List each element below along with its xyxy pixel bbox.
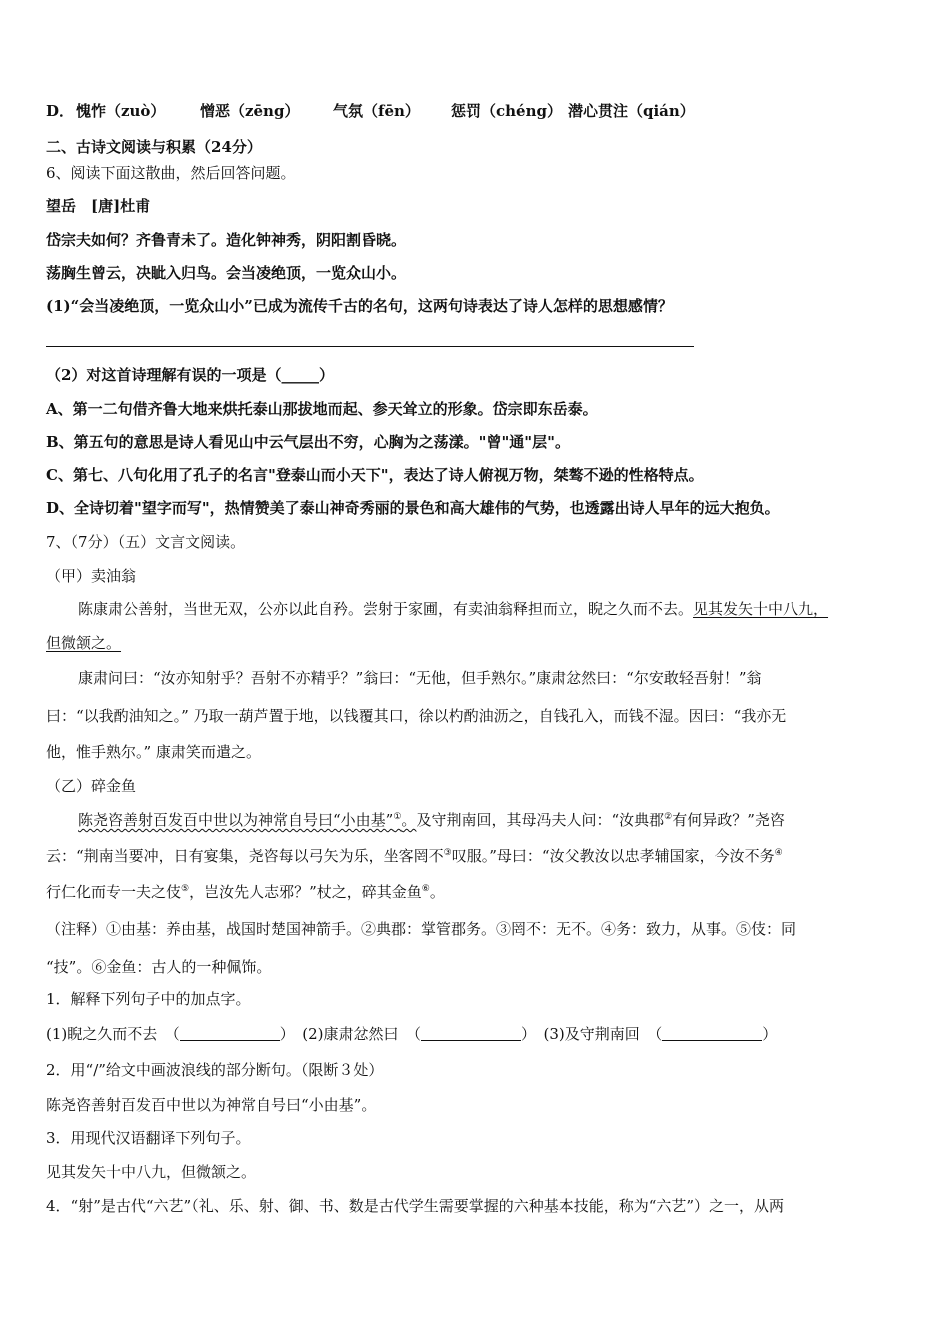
answer-line[interactable]: [46, 346, 694, 347]
passage-text: ，岂汝先人志邪？”杖之，碎其金鱼: [189, 883, 422, 901]
option-d-item-3: 气氛（fēn）: [333, 102, 420, 120]
passage-text: 及守荆南回，其母冯夫人问：“汝典郡: [416, 811, 665, 829]
note-ref-1: ①: [393, 812, 402, 822]
q6-sub2: （2）对这首诗理解有误的一项是（_____）: [46, 366, 334, 384]
passage-yi-title: （乙）碎金鱼: [46, 777, 137, 795]
note-ref-5: ⑤: [181, 884, 190, 894]
passage-text: 有何异政？”尧咨: [672, 811, 785, 829]
q7-sub3: 3．用现代汉语翻译下列句子。: [46, 1129, 251, 1147]
q7-intro: 7、（7分）（五）文言文阅读。: [46, 533, 246, 551]
q7-sub2-text: 陈尧咨善射百发百中世以为神常自号曰“小由基”。: [46, 1096, 377, 1114]
option-d-item-5: 潜心贯注（qián）: [568, 102, 695, 120]
answer-blank-1[interactable]: [180, 1026, 280, 1041]
q7-sub4: 4．“射”是古代“六艺”（礼、乐、射、御、书、数是古代学生需要掌握的六种基本技能，称为“六艺”）之一，从两: [46, 1197, 785, 1215]
passage-text: 。: [429, 883, 445, 901]
passage-text: 云：“荆南当要冲，日有宴集，尧咨每以弓矢为乐，坐客罔不: [46, 847, 444, 865]
option-d-item-1: 愧怍（zuò）: [76, 102, 166, 120]
passage-yi-p1-line3: [46, 882, 445, 902]
option-d-label: D．: [46, 102, 75, 120]
q6-sub1: (1)“会当凌绝顶，一览众山小”已成为流传千古的名句，这两句诗表达了诗人怎样的思想感情？: [46, 297, 673, 315]
q6-option-a: A、第一二句借齐鲁大地来烘托泰山那拔地而起、参天耸立的形象。岱宗即东岳泰。: [46, 400, 598, 418]
q6-option-d: D、全诗切着"望字而写"，热情赞美了泰山神奇秀丽的景色和高大雄伟的气势，也透露出诗人早年的远大抱负。: [46, 499, 780, 517]
note-ref-3: ③: [443, 848, 452, 858]
q7-sub1-items: [46, 1024, 777, 1044]
wavy-period: 。: [401, 811, 417, 829]
option-d-item-2: 憎恶（zēng）: [200, 102, 300, 120]
item-close: ）: [762, 1025, 778, 1043]
passage-text: 叹服。”母曰：“汝父教汝以忠孝辅国家，今汝不务: [451, 847, 775, 865]
answer-blank-3[interactable]: [662, 1026, 762, 1041]
passage-yi-p1-line1: [78, 810, 785, 830]
passage-text: 陈康肃公善射，当世无双，公亦以此自矜。尝射于家圃，有卖油翁释担而立，睨之久而不去。: [78, 600, 694, 618]
notes-line1: （注释）①由基：养由基，战国时楚国神箭手。②典郡：掌管郡务。③罔不：无不。④务：致力，从事。⑤伎：同: [46, 920, 797, 938]
wavy-underlined-sentence: [78, 811, 416, 829]
item-3-text: ） (3)及守荆南回 （: [521, 1025, 663, 1043]
q7-sub1: 1．解释下列句子中的加点字。: [46, 990, 251, 1008]
q7-sub3-text: 见其发矢十中八九，但微颔之。: [46, 1163, 257, 1181]
item-1-text: (1)睨之久而不去 （: [46, 1025, 180, 1043]
passage-text: 行仁化而专一夫之伎: [46, 883, 182, 901]
answer-blank-2[interactable]: [421, 1026, 521, 1041]
poem-line-2: 荡胸生曾云，决眦入归鸟。会当凌绝顶，一览众山小。: [46, 264, 407, 282]
passage-jia-p2-line1: 康肃问曰：“汝亦知射乎？吾射不亦精乎？”翁曰：“无他，但手熟尔。”康肃忿然曰：“尔安敢轻吾射！”翁: [78, 669, 762, 687]
note-ref-4: ④: [774, 848, 783, 858]
poem-line-1: 岱宗夫如何？齐鲁青未了。造化钟神秀，阴阳割昏晓。: [46, 231, 407, 249]
item-2-text: ） (2)康肃忿然曰 （: [279, 1025, 421, 1043]
option-d-item-4: 惩罚（chéng）: [451, 102, 562, 120]
q6-intro: 6、阅读下面这散曲，然后回答问题。: [46, 164, 296, 182]
passage-jia-title: （甲）卖油翁: [46, 567, 137, 585]
q6-option-c: C、第七、八句化用了孔子的名言"登泰山而小天下"，表达了诗人俯视万物，桀骜不逊的性格特点。: [46, 466, 704, 484]
passage-jia-p2-line3: 他，惟手熟尔。” 康肃笑而遣之。: [46, 743, 261, 761]
q6-option-b: B、第五句的意思是诗人看见山中云气层出不穷，心胸为之荡漾。"曾"通"层"。: [46, 433, 570, 451]
poem-title: 望岳 [唐]杜甫: [46, 197, 151, 215]
q5-option-d: [46, 101, 695, 121]
underlined-sentence-part1: 见其发矢十中八九，: [693, 600, 829, 618]
q7-sub2: 2．用“/”给文中画波浪线的部分断句。（限断３处）: [46, 1061, 384, 1079]
section-heading: 二、古诗文阅读与积累（24分）: [46, 138, 262, 156]
note-ref-2: ②: [664, 812, 673, 822]
note-ref-6: ⑥: [421, 884, 430, 894]
underlined-sentence-part2: 但微颔之。: [46, 634, 122, 652]
wavy-text: 陈尧咨善射百发百中世以为神常自号曰“小由基”: [78, 811, 394, 829]
passage-jia-p1-line1: [78, 599, 828, 619]
passage-jia-p2-line2: 曰：“以我酌油知之。” 乃取一葫芦置于地，以钱覆其口，徐以杓酌油沥之，自钱孔入，而钱不湿。因曰：“我亦无: [46, 707, 787, 725]
passage-yi-p1-line2: [46, 846, 783, 866]
notes-line2: “技”。⑥金鱼：古人的一种佩饰。: [46, 958, 272, 976]
passage-jia-p1-line2: [46, 633, 121, 653]
